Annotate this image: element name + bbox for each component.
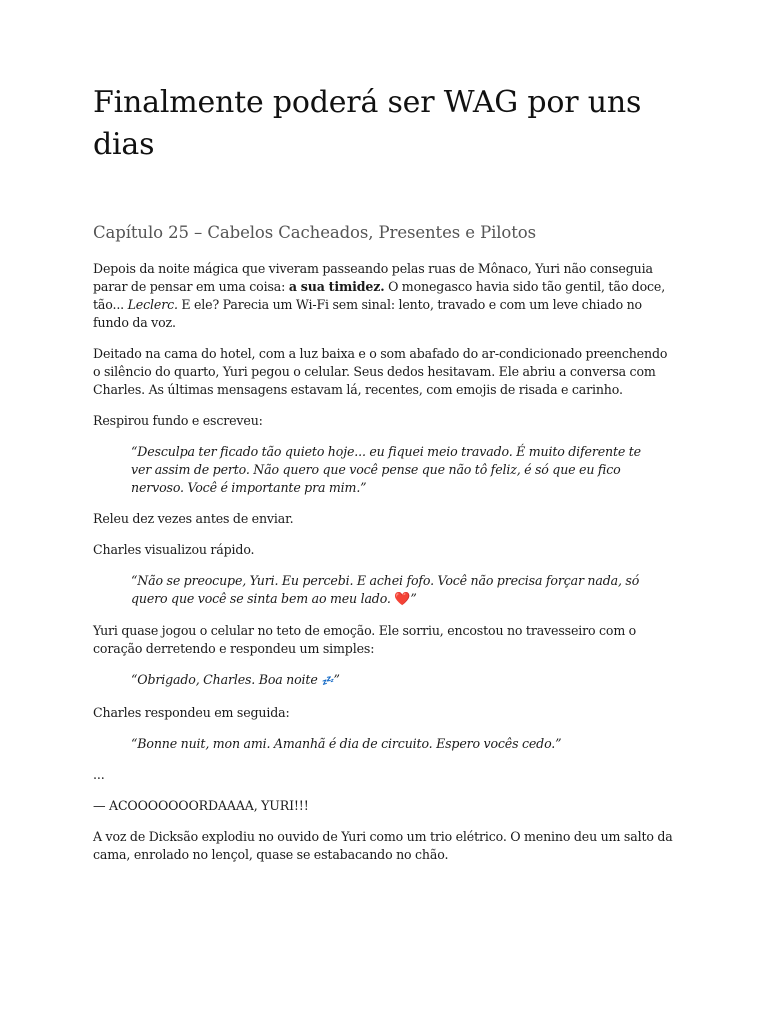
paragraph-1-italic: Leclerc. <box>127 297 178 312</box>
document-body <box>93 260 675 864</box>
paragraph-8: ... <box>93 767 105 782</box>
quote-3-end: ” <box>333 672 340 687</box>
chapter-title: Capítulo 25 – Cabelos Cacheados, Presentes e Pilotos <box>93 223 536 242</box>
paragraph-9: — ACOOOOOOORDAAAA, YURI!!! <box>93 798 309 813</box>
document-page <box>93 82 675 877</box>
paragraph-1-part-c: E ele? Parecia um Wi-Fi sem sinal: lento, travado e com um leve chiado no fundo da voz. <box>93 297 642 330</box>
paragraph-1-part-a: Depois da noite mágica que viveram passeando pelas ruas de Mônaco, Yuri não conseguia parar de pensar em uma coisa: <box>93 261 653 294</box>
quote-3 <box>93 671 675 691</box>
paragraph-1 <box>93 260 675 332</box>
document-title: Finalmente poderá ser WAG por uns dias <box>93 85 642 162</box>
paragraph-1-bold: a sua timidez. <box>288 279 385 294</box>
quote-4: “Bonne nuit, mon ami. Amanhã é dia de circuito. Espero vocês cedo.” <box>131 736 562 751</box>
paragraph-6: Yuri quase jogou o celular no teto de emoção. Ele sorriu, encostou no travesseiro com o coração derretendo e respondeu um simples: <box>93 623 637 656</box>
paragraph-7: Charles respondeu em seguida: <box>93 705 290 720</box>
sleeping-zzz-emoji-icon: 💤 <box>321 676 334 687</box>
paragraph-1-part-b: O monegasco havia sido tão gentil, tão doce, tão... <box>93 279 666 312</box>
quote-2-text: “Não se preocupe, Yuri. Eu percebi. E achei fofo. Você não precisa forçar nada, só quero que você se sinta bem ao meu lado. <box>131 573 640 606</box>
paragraph-2: Deitado na cama do hotel, com a luz baixa e o som abafado do ar-condicionado preenchendo o silêncio do quarto, Yuri pegou o celular. Seus dedos hesitavam. Ele abriu a conversa com Charles. As últimas mensagens estavam lá, recentes, com emojis de risada e carinho. <box>93 346 668 397</box>
paragraph-4: Releu dez vezes antes de enviar. <box>93 511 294 526</box>
quote-2-end: ” <box>410 591 417 606</box>
quote-3-text: “Obrigado, Charles. Boa noite <box>131 672 322 687</box>
paragraph-5: Charles visualizou rápido. <box>93 542 255 557</box>
heart-emoji-icon: ❤️ <box>394 592 411 607</box>
paragraph-3: Respirou fundo e escreveu: <box>93 413 263 428</box>
quote-2 <box>93 572 675 609</box>
quote-1: “Desculpa ter ficado tão quieto hoje... eu fiquei meio travado. É muito diferente te ver assim de perto. Não quero que você pense que não tô feliz, é só que eu fico nervoso. Você é importante pra mim.” <box>131 444 641 495</box>
paragraph-10: A voz de Dicksão explodiu no ouvido de Yuri como um trio elétrico. O menino deu um salto da cama, enrolado no lençol, quase se estabacando no chão. <box>93 829 673 862</box>
